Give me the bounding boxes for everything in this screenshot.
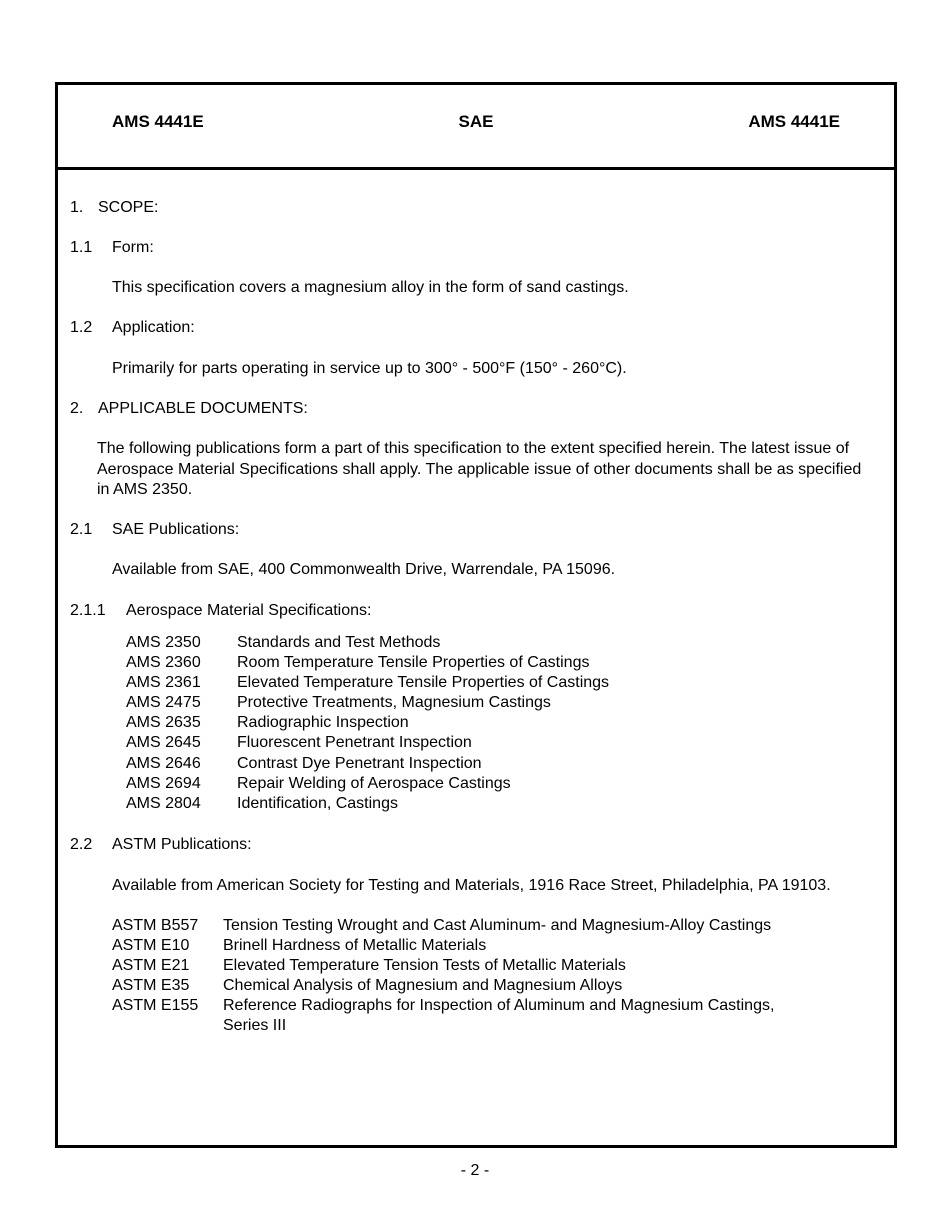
spec-title: Room Temperature Tensile Properties of Castings	[237, 654, 590, 672]
list-item	[126, 693, 826, 713]
list-item	[126, 794, 826, 814]
spec-code: AMS 2475	[126, 694, 201, 712]
spec-code: AMS 2361	[126, 674, 201, 692]
section-1-2-body: Primarily for parts operating in service up to 300° - 500°F (150° - 260°C).	[112, 360, 627, 377]
page-number: - 2 -	[460, 1162, 490, 1179]
spec-title: Radiographic Inspection	[237, 714, 409, 732]
section-1-1-body: This specification covers a magnesium alloy in the form of sand castings.	[112, 279, 629, 296]
spec-title: Protective Treatments, Magnesium Castings	[237, 694, 551, 712]
list-item	[112, 996, 852, 1016]
spec-code: ASTM E21	[112, 957, 190, 975]
ams-spec-list	[126, 633, 826, 814]
section-1-2-title: Application:	[112, 319, 195, 336]
section-2-2-title: ASTM Publications:	[112, 836, 252, 853]
list-item	[126, 633, 826, 653]
list-item	[126, 673, 826, 693]
spec-code: AMS 2694	[126, 774, 201, 792]
list-item	[112, 936, 852, 956]
header-doc-id-right: AMS 4441E	[748, 112, 840, 131]
spec-title: Brinell Hardness of Metallic Materials	[223, 937, 487, 955]
spec-title: Reference Radiographs for Inspection of Aluminum and Magnesium Castings,	[223, 997, 775, 1015]
spec-title: Fluorescent Penetrant Inspection	[237, 734, 472, 752]
section-2-title: APPLICABLE DOCUMENTS:	[98, 400, 308, 417]
list-item	[112, 976, 852, 996]
spec-title: Repair Welding of Aerospace Castings	[237, 774, 511, 792]
section-1-number: 1.	[70, 199, 84, 216]
spec-code: AMS 2804	[126, 794, 201, 812]
header-doc-id-left: AMS 4441E	[112, 112, 204, 131]
page-header	[58, 85, 894, 170]
section-2-1-body: Available from SAE, 400 Commonwealth Drive, Warrendale, PA 15096.	[112, 561, 616, 578]
section-2-2-number: 2.2	[70, 836, 93, 853]
spec-code: AMS 2635	[126, 714, 201, 732]
list-item	[126, 653, 826, 673]
spec-code: AMS 2350	[126, 634, 201, 651]
spec-title: Elevated Temperature Tensile Properties of Castings	[237, 674, 610, 692]
spec-title: Elevated Temperature Tension Tests of Metallic Materials	[223, 957, 626, 975]
spec-title: Standards and Test Methods	[237, 634, 441, 651]
section-2-1-number: 2.1	[70, 521, 93, 538]
section-2-body: The following publications form a part of this specification to the extent specified herein. The latest issue of Aerospace Material Specifications shall apply. The applicable issue of other documents shall be as specified in AMS 2350.	[97, 440, 862, 498]
section-2-1-title: SAE Publications:	[112, 521, 240, 538]
section-2-2-body: Available from American Society for Testing and Materials, 1916 Race Street, Philadelphia, PA 19103.	[112, 877, 831, 894]
list-item	[112, 956, 852, 976]
section-2-1-1-title: Aerospace Material Specifications:	[126, 602, 372, 619]
list-item	[126, 774, 826, 794]
spec-title: Tension Testing Wrought and Cast Aluminum- and Magnesium-Alloy Castings	[223, 917, 772, 934]
spec-title-continuation: Series III	[223, 1017, 287, 1035]
spec-code: AMS 2645	[126, 734, 201, 752]
spec-code: ASTM B557	[112, 917, 199, 934]
section-1-title: SCOPE:	[98, 199, 159, 216]
spec-code: ASTM E35	[112, 977, 190, 995]
spec-code: ASTM E155	[112, 997, 199, 1015]
section-1-1-number: 1.1	[70, 239, 93, 256]
list-item	[126, 733, 826, 753]
section-1-2-number: 1.2	[70, 319, 93, 336]
spec-title: Contrast Dye Penetrant Inspection	[237, 754, 482, 772]
astm-spec-list	[112, 916, 852, 1037]
section-1-1-title: Form:	[112, 239, 154, 256]
spec-code: AMS 2360	[126, 654, 201, 672]
spec-title: Identification, Castings	[237, 794, 398, 812]
spec-title: Chemical Analysis of Magnesium and Magnesium Alloys	[223, 977, 623, 995]
section-2-1-1-number: 2.1.1	[70, 602, 106, 619]
header-org: SAE	[458, 112, 494, 131]
list-item	[126, 713, 826, 733]
section-2-number: 2.	[70, 400, 84, 417]
spec-code: ASTM E10	[112, 937, 190, 955]
list-item-continuation	[112, 1016, 852, 1036]
list-item	[112, 916, 852, 936]
list-item	[126, 754, 826, 774]
spec-code: AMS 2646	[126, 754, 201, 772]
